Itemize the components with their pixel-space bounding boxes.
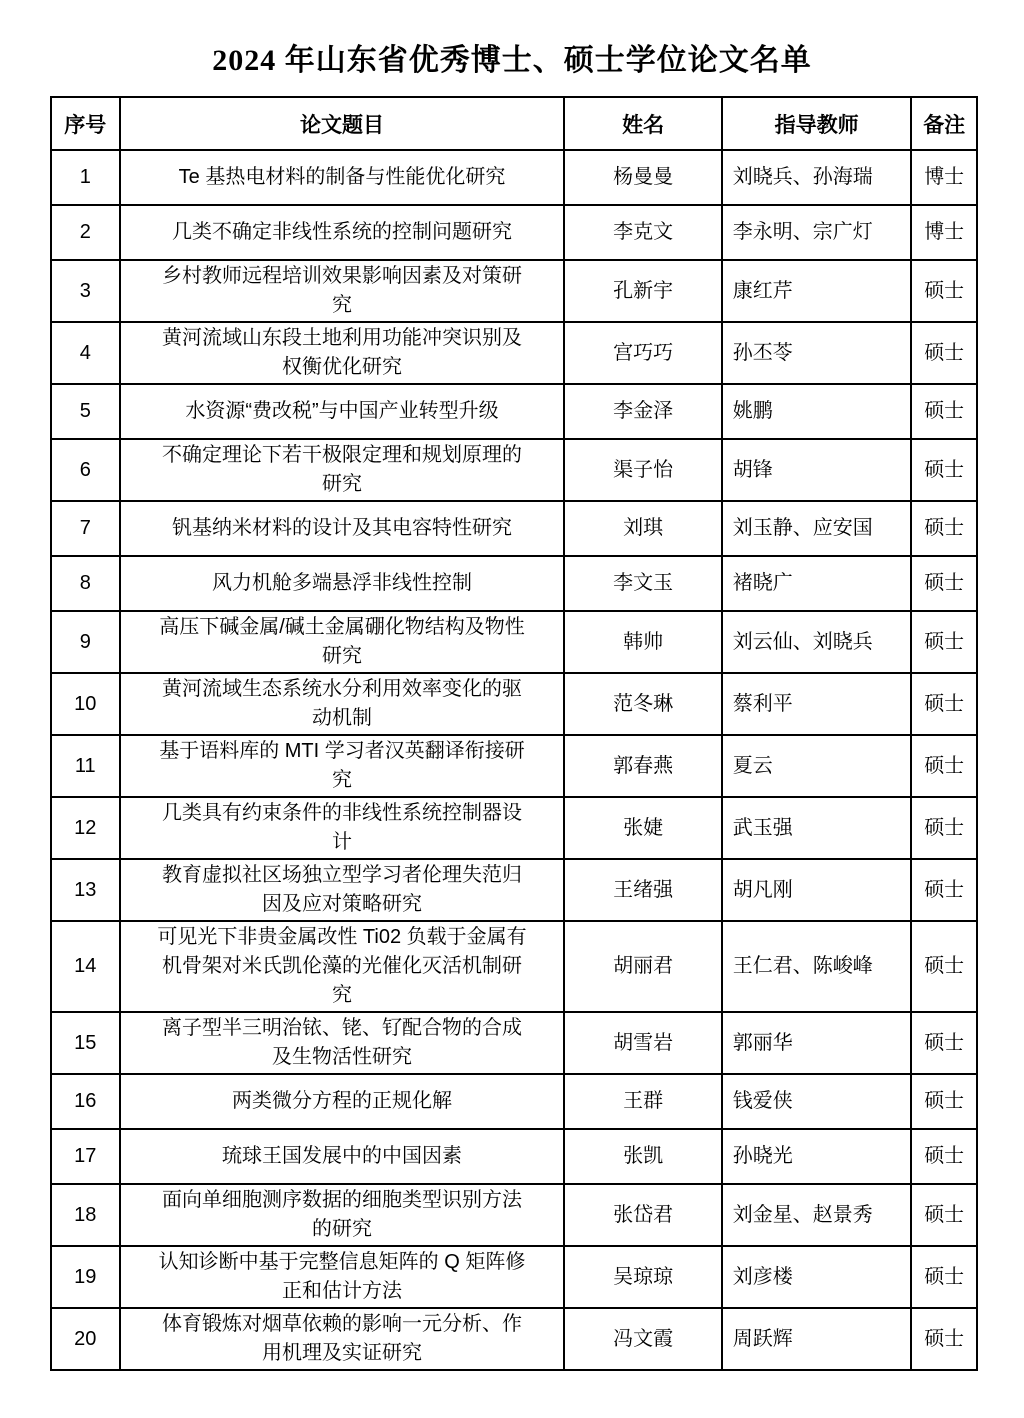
serial-number-cell: 8 <box>51 556 120 611</box>
table-row <box>51 1074 977 1129</box>
degree-note-cell: 硕士 <box>911 797 977 859</box>
thesis-title-cell: 高压下碱金属/碱土金属硼化物结构及物性研究 <box>120 611 565 673</box>
serial-number-cell: 12 <box>51 797 120 859</box>
advisor-cell: 孙晓光 <box>722 1129 912 1184</box>
advisor-cell: 胡锋 <box>722 439 912 501</box>
advisor-cell: 胡凡刚 <box>722 859 912 921</box>
thesis-table <box>50 96 978 1371</box>
thesis-title-cell: 不确定理论下若干极限定理和规划原理的研究 <box>120 439 565 501</box>
thesis-title-cell: 可见光下非贵金属改性 Ti02 负载于金属有机骨架对米氏凯伦藻的光催化灭活机制研究 <box>120 921 565 1012</box>
table-row <box>51 859 977 921</box>
student-name-cell: 李文玉 <box>564 556 721 611</box>
student-name-cell: 宫巧巧 <box>564 322 721 384</box>
student-name-cell: 杨曼曼 <box>564 150 721 205</box>
thesis-title-cell: 教育虚拟社区场独立型学习者伦理失范归因及应对策略研究 <box>120 859 565 921</box>
thesis-title-cell: 黄河流域山东段土地利用功能冲突识别及权衡优化研究 <box>120 322 565 384</box>
advisor-cell: 姚鹏 <box>722 384 912 439</box>
advisor-cell: 周跃辉 <box>722 1308 912 1370</box>
student-name-cell: 胡雪岩 <box>564 1012 721 1074</box>
serial-number-cell: 5 <box>51 384 120 439</box>
thesis-title-cell: 钒基纳米材料的设计及其电容特性研究 <box>120 501 565 556</box>
table-row <box>51 150 977 205</box>
thesis-title-cell: 水资源“费改税”与中国产业转型升级 <box>120 384 565 439</box>
degree-note-cell: 博士 <box>911 150 977 205</box>
thesis-title-cell: 几类不确定非线性系统的控制问题研究 <box>120 205 565 260</box>
table-row <box>51 735 977 797</box>
table-header-row <box>51 97 977 150</box>
table-row <box>51 1246 977 1308</box>
advisor-cell: 刘云仙、刘晓兵 <box>722 611 912 673</box>
serial-number-cell: 2 <box>51 205 120 260</box>
serial-number-cell: 6 <box>51 439 120 501</box>
degree-note-cell: 硕士 <box>911 1308 977 1370</box>
table-row <box>51 322 977 384</box>
student-name-cell: 王绪强 <box>564 859 721 921</box>
serial-number-cell: 1 <box>51 150 120 205</box>
thesis-title-cell: 认知诊断中基于完整信息矩阵的 Q 矩阵修正和估计方法 <box>120 1246 565 1308</box>
degree-note-cell: 硕士 <box>911 1246 977 1308</box>
student-name-cell: 韩帅 <box>564 611 721 673</box>
degree-note-cell: 硕士 <box>911 921 977 1012</box>
thesis-title-cell: 两类微分方程的正规化解 <box>120 1074 565 1129</box>
table-row <box>51 1308 977 1370</box>
degree-note-cell: 硕士 <box>911 735 977 797</box>
thesis-title-cell: 乡村教师远程培训效果影响因素及对策研究 <box>120 260 565 322</box>
serial-number-cell: 3 <box>51 260 120 322</box>
degree-note-cell: 硕士 <box>911 322 977 384</box>
header-student-name: 姓名 <box>564 97 721 150</box>
header-advisor: 指导教师 <box>722 97 912 150</box>
student-name-cell: 张婕 <box>564 797 721 859</box>
student-name-cell: 李克文 <box>564 205 721 260</box>
degree-note-cell: 硕士 <box>911 1074 977 1129</box>
advisor-cell: 李永明、宗广灯 <box>722 205 912 260</box>
table-row <box>51 439 977 501</box>
thesis-title-cell: 几类具有约束条件的非线性系统控制器设计 <box>120 797 565 859</box>
thesis-title-cell: Te 基热电材料的制备与性能优化研究 <box>120 150 565 205</box>
degree-note-cell: 硕士 <box>911 260 977 322</box>
table-row <box>51 205 977 260</box>
advisor-cell: 夏云 <box>722 735 912 797</box>
thesis-title-cell: 琉球王国发展中的中国因素 <box>120 1129 565 1184</box>
advisor-cell: 刘彦楼 <box>722 1246 912 1308</box>
advisor-cell: 王仁君、陈峻峰 <box>722 921 912 1012</box>
serial-number-cell: 9 <box>51 611 120 673</box>
thesis-title-cell: 体育锻炼对烟草依赖的影响一元分析、作用机理及实证研究 <box>120 1308 565 1370</box>
thesis-title-cell: 基于语料库的 MTI 学习者汉英翻译衔接研究 <box>120 735 565 797</box>
table-row <box>51 797 977 859</box>
table-body <box>51 150 977 1370</box>
serial-number-cell: 13 <box>51 859 120 921</box>
serial-number-cell: 17 <box>51 1129 120 1184</box>
table-row <box>51 673 977 735</box>
table-header <box>51 97 977 150</box>
degree-note-cell: 硕士 <box>911 1012 977 1074</box>
table-row <box>51 611 977 673</box>
serial-number-cell: 14 <box>51 921 120 1012</box>
table-row <box>51 384 977 439</box>
advisor-cell: 蔡利平 <box>722 673 912 735</box>
serial-number-cell: 11 <box>51 735 120 797</box>
header-serial-number: 序号 <box>51 97 120 150</box>
serial-number-cell: 15 <box>51 1012 120 1074</box>
thesis-title-cell: 风力机舱多端悬浮非线性控制 <box>120 556 565 611</box>
student-name-cell: 吴琼琼 <box>564 1246 721 1308</box>
student-name-cell: 范冬琳 <box>564 673 721 735</box>
student-name-cell: 张凯 <box>564 1129 721 1184</box>
student-name-cell: 李金泽 <box>564 384 721 439</box>
table-row <box>51 556 977 611</box>
student-name-cell: 胡丽君 <box>564 921 721 1012</box>
student-name-cell: 王群 <box>564 1074 721 1129</box>
advisor-cell: 武玉强 <box>722 797 912 859</box>
serial-number-cell: 19 <box>51 1246 120 1308</box>
advisor-cell: 刘金星、赵景秀 <box>722 1184 912 1246</box>
degree-note-cell: 硕士 <box>911 501 977 556</box>
degree-note-cell: 硕士 <box>911 1129 977 1184</box>
student-name-cell: 渠子怡 <box>564 439 721 501</box>
advisor-cell: 郭丽华 <box>722 1012 912 1074</box>
header-note: 备注 <box>911 97 977 150</box>
degree-note-cell: 硕士 <box>911 673 977 735</box>
advisor-cell: 刘玉静、应安国 <box>722 501 912 556</box>
degree-note-cell: 硕士 <box>911 1184 977 1246</box>
serial-number-cell: 4 <box>51 322 120 384</box>
advisor-cell: 刘晓兵、孙海瑞 <box>722 150 912 205</box>
advisor-cell: 孙丕苓 <box>722 322 912 384</box>
degree-note-cell: 硕士 <box>911 384 977 439</box>
advisor-cell: 康红芹 <box>722 260 912 322</box>
advisor-cell: 褚晓广 <box>722 556 912 611</box>
advisor-cell: 钱爱侠 <box>722 1074 912 1129</box>
serial-number-cell: 16 <box>51 1074 120 1129</box>
serial-number-cell: 7 <box>51 501 120 556</box>
student-name-cell: 孔新宇 <box>564 260 721 322</box>
student-name-cell: 刘琪 <box>564 501 721 556</box>
table-row <box>51 1012 977 1074</box>
student-name-cell: 张岱君 <box>564 1184 721 1246</box>
degree-note-cell: 硕士 <box>911 611 977 673</box>
serial-number-cell: 18 <box>51 1184 120 1246</box>
thesis-title-cell: 黄河流域生态系统水分利用效率变化的驱动机制 <box>120 673 565 735</box>
table-row <box>51 501 977 556</box>
table-row <box>51 921 977 1012</box>
serial-number-cell: 10 <box>51 673 120 735</box>
table-row <box>51 260 977 322</box>
table-row <box>51 1184 977 1246</box>
thesis-title-cell: 面向单细胞测序数据的细胞类型识别方法的研究 <box>120 1184 565 1246</box>
degree-note-cell: 硕士 <box>911 439 977 501</box>
student-name-cell: 冯文霞 <box>564 1308 721 1370</box>
header-thesis-title: 论文题目 <box>120 97 565 150</box>
document-title: 2024 年山东省优秀博士、硕士学位论文名单 <box>212 44 812 77</box>
degree-note-cell: 硕士 <box>911 556 977 611</box>
table-row <box>51 1129 977 1184</box>
student-name-cell: 郭春燕 <box>564 735 721 797</box>
degree-note-cell: 博士 <box>911 205 977 260</box>
degree-note-cell: 硕士 <box>911 859 977 921</box>
serial-number-cell: 20 <box>51 1308 120 1370</box>
thesis-title-cell: 离子型半三明治铱、铑、钌配合物的合成及生物活性研究 <box>120 1012 565 1074</box>
